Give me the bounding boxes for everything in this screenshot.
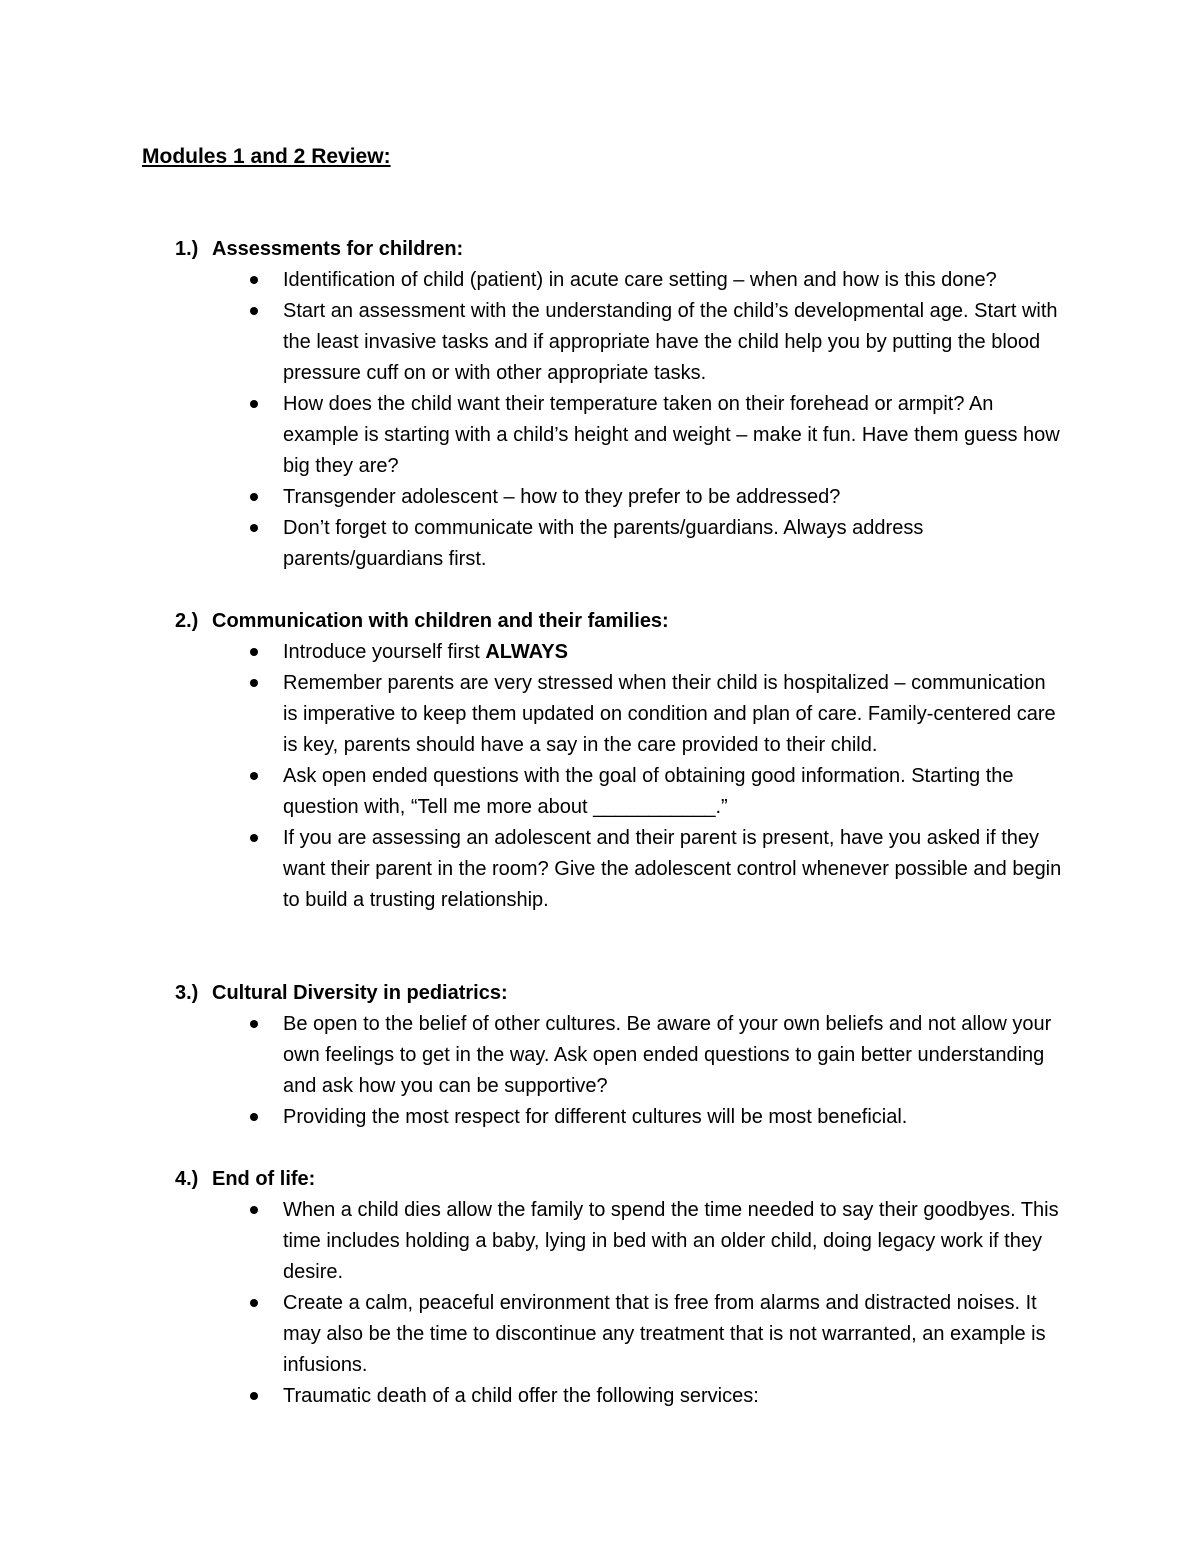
list-item-text: Providing the most respect for different cultures will be most beneficial. [283, 1106, 908, 1128]
document-title: Modules 1 and 2 Review: [142, 145, 391, 168]
bullet-list [175, 1195, 1095, 1412]
list-item [175, 296, 1063, 389]
section-number: 3.) [175, 982, 199, 1004]
list-item-text: When a child dies allow the family to spend the time needed to say their goodbyes. This time includes holding a baby, lying in bed with an older child, doing legacy work if they desire. [283, 1199, 1059, 1283]
list-item-text: Ask open ended questions with the goal of obtaining good information. Starting the question with, “Tell me more about ___________.” [283, 765, 1014, 818]
bullet-icon [250, 1113, 258, 1121]
bullet-icon [250, 524, 258, 532]
section-title: Communication with children and their families: [212, 610, 669, 632]
section-number: 4.) [175, 1168, 199, 1190]
list-item-text: Be open to the belief of other cultures. Be aware of your own beliefs and not allow your own feelings to get in the way. Ask open ended questions to gain better understanding and ask how you can be supportive? [283, 1013, 1052, 1097]
bullet-icon [250, 772, 258, 780]
section-title: Cultural Diversity in pediatrics: [212, 982, 508, 1004]
bullet-icon [250, 679, 258, 687]
list-item-text: Start an assessment with the understanding of the child’s developmental age. Start with the least invasive tasks and if appropriate have the child help you by putting the blood pressure cuff on or with other appropriate tasks. [283, 300, 1058, 384]
list-item [175, 823, 1063, 916]
bullet-icon [250, 1299, 258, 1307]
bullet-icon [250, 400, 258, 408]
section-end-of-life [175, 1164, 1095, 1412]
section-assessments [175, 234, 1095, 575]
list-item-text: Transgender adolescent – how to they prefer to be addressed? [283, 486, 841, 508]
bullet-list [175, 1009, 1095, 1133]
list-item [175, 1009, 1063, 1102]
emphasis-text: ALWAYS [485, 641, 568, 663]
bullet-icon [250, 1020, 258, 1028]
list-item-text: How does the child want their temperature taken on their forehead or armpit? An example is starting with a child’s height and weight – make it fun. Have them guess how big they are? [283, 393, 1060, 477]
list-item-text: Create a calm, peaceful environment that is free from alarms and distracted noises. It may also be the time to discontinue any treatment that is not warranted, an example is infusions. [283, 1292, 1046, 1376]
bullet-icon [250, 276, 258, 284]
list-item-text: If you are assessing an adolescent and their parent is present, have you asked if they want their parent in the room? Give the adolescent control whenever possible and begin to build a trusting relationship. [283, 827, 1062, 911]
section-number: 2.) [175, 610, 199, 632]
section-cultural-diversity [175, 978, 1095, 1133]
list-item-text: Introduce yourself first [283, 641, 486, 663]
bullet-icon [250, 493, 258, 501]
section-title: End of life: [212, 1168, 316, 1190]
list-item [175, 761, 1063, 823]
list-item [175, 1288, 1063, 1381]
list-item [175, 513, 1063, 575]
list-item [175, 668, 1063, 761]
section-heading [175, 978, 1095, 1009]
bullet-icon [250, 307, 258, 315]
list-item [175, 637, 1063, 668]
list-item [175, 265, 1063, 296]
section-heading [175, 1164, 1095, 1195]
bullet-icon [250, 1392, 258, 1400]
section-heading [175, 234, 1095, 265]
section-communication [175, 606, 1095, 916]
bullet-list [175, 637, 1095, 916]
list-item [175, 1195, 1063, 1288]
list-item-text: Don’t forget to communicate with the parents/guardians. Always address parents/guardians first. [283, 517, 924, 570]
list-item [175, 389, 1063, 482]
bullet-list [175, 265, 1095, 575]
list-item [175, 1102, 1063, 1133]
bullet-icon [250, 834, 258, 842]
list-item-text: Remember parents are very stressed when their child is hospitalized – communication is imperative to keep them updated on condition and plan of care. Family-centered care is key, parents should have a say in the care provided to their child. [283, 672, 1056, 756]
list-item [175, 482, 1063, 513]
bullet-icon [250, 1206, 258, 1214]
list-item [175, 1381, 1063, 1412]
section-number: 1.) [175, 238, 199, 260]
bullet-icon [250, 648, 258, 656]
section-title: Assessments for children: [212, 238, 464, 260]
section-heading [175, 606, 1095, 637]
list-item-text: Identification of child (patient) in acute care setting – when and how is this done? [283, 269, 997, 291]
list-item-text: Traumatic death of a child offer the following services: [283, 1385, 759, 1407]
